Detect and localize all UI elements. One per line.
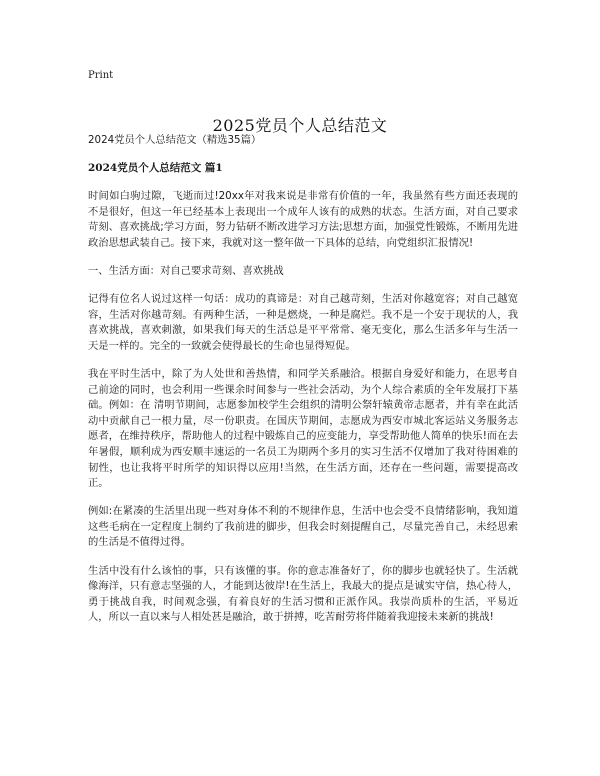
- sub-heading-life: 一、生活方面：对自己要求苛刻、喜欢挑战: [88, 265, 284, 278]
- paragraph-quote: 记得有位名人说过这样一句话：成功的真谛是：对自己越苛刻，生活对你越宽容；对自己越宽容，生活对你越苛刻。有两种生活，一种是燃烧，一种是腐烂。我不是一个安于现状的人，我喜欢挑战，喜欢刺激，如果我们每天的生活总是平平常常、毫无变化，那么生活多年与生活一天是一样的。完全的一致就会使得最长的生命也显得短促。: [88, 293, 518, 352]
- document-subtitle: 2024党员个人总结范文（精选35篇）: [88, 134, 262, 146]
- document-body: [88, 133, 518, 638]
- paragraph-intro: 时间如白驹过隙，飞逝而过!20xx年对我来说是非常有价值的一年，我虽然有些方面还表现的不是很好，但这一年已经基本上表现出一个成年人该有的成熟的状态。生活方面，对自己要求苛刻、喜欢挑战;学习方面，努力钻研不断改进学习方法;思想方面，加强党性锻炼，不断用先进政治思想武装自己。接下来，我就对这一整年做一下具体的总结，向党组织汇报情况!: [88, 190, 518, 249]
- paragraph-habits: 例如:在紧凑的生活里出现一些对身体不利的不规律作息，生活中也会受不良情绪影响，我知道这些毛病在一定程度上制约了我前进的脚步，但我会时刻提醒自己，尽量完善自己，未经思索的生活是不值得过得。: [88, 505, 518, 549]
- print-label[interactable]: Print: [88, 70, 114, 81]
- paragraph-activities: 我在平时生活中，除了为人处世和善热情，和同学关系融洽。根据自身爱好和能力，在思考自己前途的同时，也会利用一些课余时间参与一些社会活动，为个人综合素质的全年发展打下基础。例如：在 清明节期间，志愿参加校学生会组织的清明公祭轩辕黄帝志愿者，并有幸在此活动中贡献自己一根力量，尽一份职责。在国庆节期间，志愿成为西安市城北客运站义务服务志愿者，在维持秩序，帮助他人的过程中锻炼自己的应变能力，享受帮助他人简单的快乐!而在去年暑假，顺利成为西安顺丰速运的一名员工为期两个多月的实习生活不仅增加了我对待困难的韧性，也让我将平时所学的知识得以应用!当然，在生活方面，还存在一些问题，需要提高改正。: [88, 368, 518, 490]
- paragraph-attitude: 生活中没有什么该怕的事，只有该懂的事。你的意志准备好了，你的脚步也就轻快了。生活就像海洋，只有意志坚强的人，才能到达彼岸!在生活上，我最大的提点是诚实守信，热心待人，勇于挑战自我，时间观念强，有着良好的生活习惯和正派作风。我崇尚质朴的生活，平易近人，所以一直以来与人相处甚是融洽，敢于拼搏，吃苦耐劳将伴随着我迎接未来新的挑战!: [88, 564, 518, 624]
- page-title: 2025党员个人总结范文: [212, 115, 388, 135]
- section-heading: 2024党员个人总结范文 篇1: [88, 162, 223, 175]
